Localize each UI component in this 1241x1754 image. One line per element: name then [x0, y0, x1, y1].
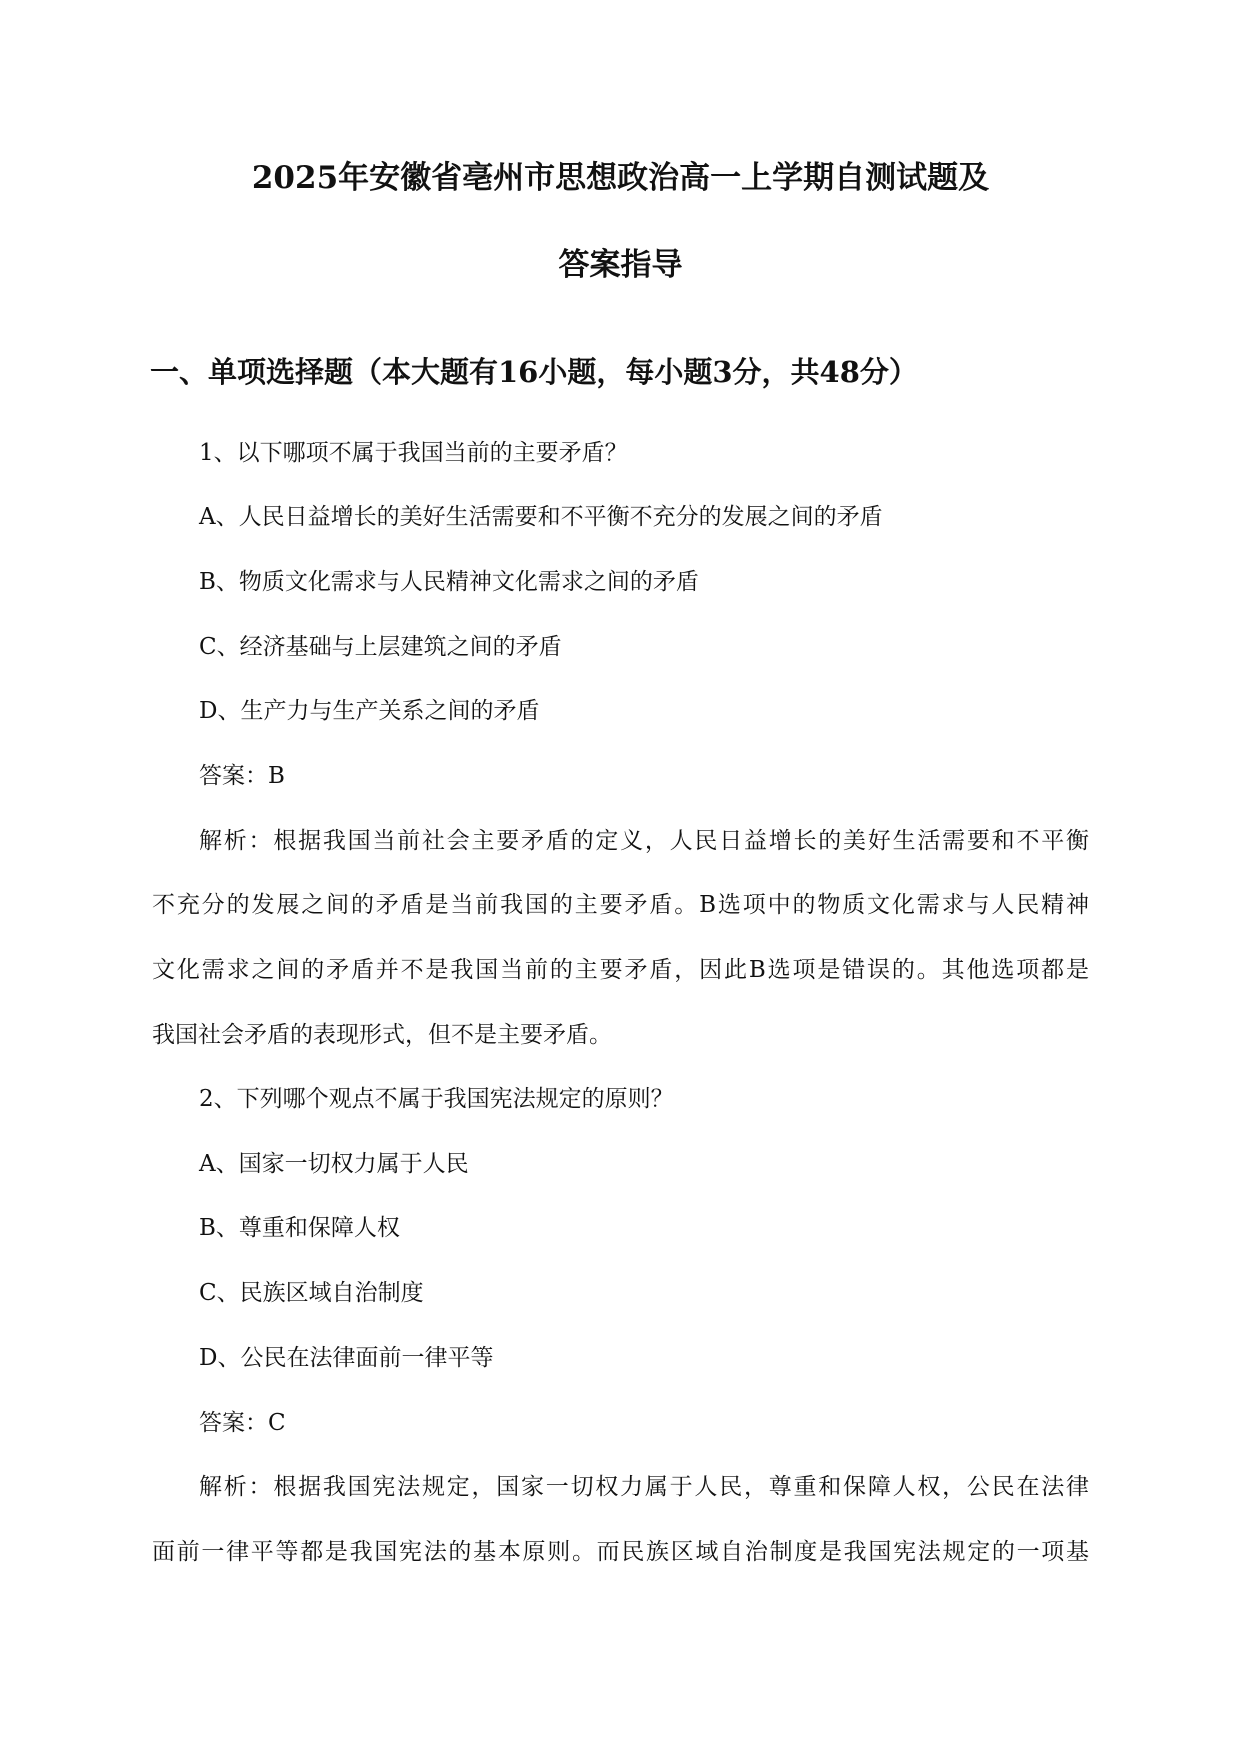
question-1-analysis-line: 我国社会矛盾的表现形式，但不是主要矛盾。 — [152, 1022, 612, 1048]
document-title-line-1: 2025年安徽省亳州市思想政治高一上学期自测试题及 — [251, 160, 990, 196]
question-1-option-d: D、生产力与生产关系之间的矛盾 — [199, 698, 540, 724]
question-1-analysis-line: 不充分的发展之间的矛盾是当前我国的主要矛盾。B选项中的物质文化需求与人民精神 — [152, 892, 1089, 918]
document-title-line-2: 答案指导 — [558, 247, 683, 283]
question-2-option-c: C、民族区域自治制度 — [199, 1280, 424, 1306]
question-1-option-a: A、人民日益增长的美好生活需要和不平衡不充分的发展之间的矛盾 — [199, 504, 883, 530]
question-1-option-c: C、经济基础与上层建筑之间的矛盾 — [199, 634, 562, 660]
question-1-stem: 1、以下哪项不属于我国当前的主要矛盾？ — [199, 440, 628, 466]
question-2-option-d: D、公民在法律面前一律平等 — [199, 1345, 494, 1371]
question-1-answer: 答案：B — [199, 763, 285, 789]
question-2-option-b: B、尊重和保障人权 — [199, 1215, 400, 1241]
question-2-option-a: A、国家一切权力属于人民 — [199, 1151, 469, 1177]
question-2-analysis-line: 解析：根据我国宪法规定，国家一切权力属于人民，尊重和保障人权，公民在法律 — [199, 1474, 1089, 1500]
question-2-analysis-line: 面前一律平等都是我国宪法的基本原则。而民族区域自治制度是我国宪法规定的一项基 — [152, 1539, 1089, 1565]
question-2-stem: 2、下列哪个观点不属于我国宪法规定的原则？ — [199, 1086, 674, 1112]
section-heading: 一、单项选择题（本大题有16小题，每小题3分，共48分） — [150, 355, 918, 389]
question-1-option-b: B、物质文化需求与人民精神文化需求之间的矛盾 — [199, 569, 699, 595]
question-2-answer: 答案：C — [199, 1410, 286, 1436]
question-1-analysis-line: 文化需求之间的矛盾并不是我国当前的主要矛盾，因此B选项是错误的。其他选项都是 — [152, 957, 1089, 983]
question-1-analysis-line: 解析：根据我国当前社会主要矛盾的定义，人民日益增长的美好生活需要和不平衡 — [199, 828, 1089, 854]
